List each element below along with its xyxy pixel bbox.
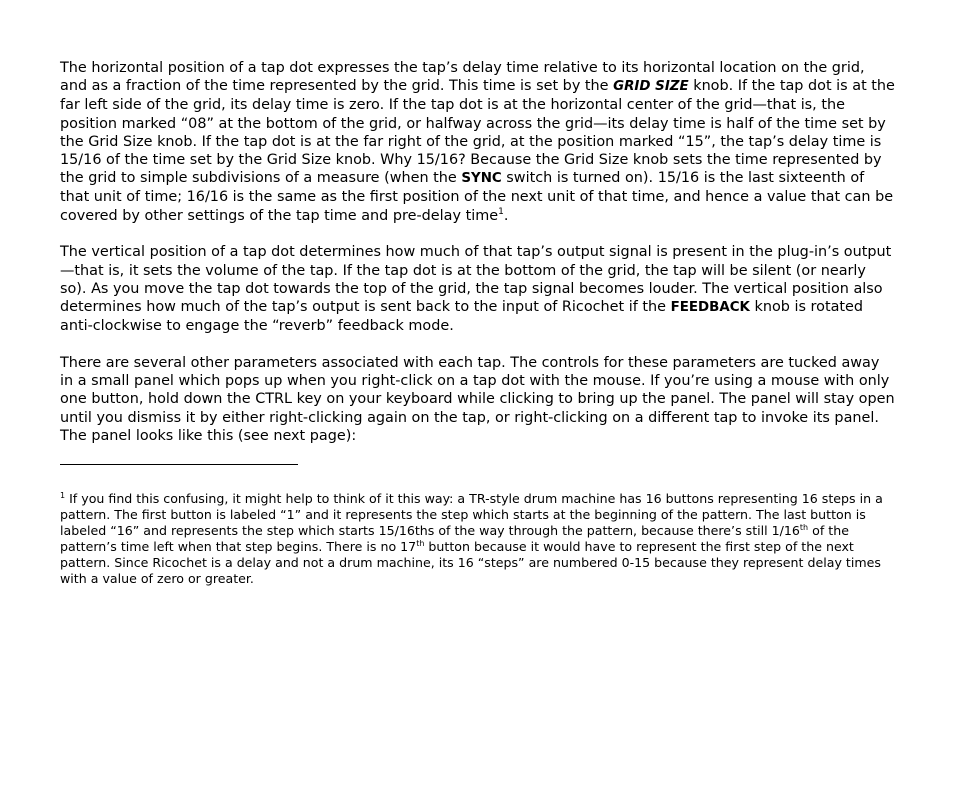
paragraph-vertical-position — [60, 243, 896, 335]
p1-text-4: . — [503, 207, 509, 224]
p2-text-2: knob is rotated anti-clockwise to engage the “reverb” feedback mode. — [60, 299, 864, 335]
grid-size-keyword: GRID SIZE — [613, 79, 689, 95]
paragraph-horizontal-position — [60, 59, 896, 225]
footnote-number: 1 — [60, 490, 66, 500]
document-page — [60, 59, 896, 587]
p1-text-3: switch is turned on). 15/16 is the last sixteenth of that unit of time; 16/16 is the same as the first position of the next unit of that time, and hence a value that can be covered by other settings of the tap time and pre-delay time — [60, 170, 894, 224]
p3-text: There are several other parameters associated with each tap. The controls for these parameters are tucked away in a small panel which pops up when you right-click on a tap dot with the mouse. If you’re using a mouse with only one button, hold down the CTRL key on your keyboard while clicking to bring up the panel. The panel will stay open until you dismiss it by either right-clicking again on the tap, or right-clicking on a different tap to invoke its panel. The panel looks like this (see next page): — [60, 355, 895, 444]
footnote-separator — [60, 464, 298, 465]
sync-keyword: SYNC — [461, 171, 502, 187]
p1-text-2: knob. If the tap dot is at the far left side of the grid, its delay time is zero. If the tap dot is at the horizontal center of the grid—that is, the position marked “08” at the bottom of the grid, or halfway across the grid—its delay time is half of the time set by the Grid Size knob. If the tap dot is at the far right of the grid, at the position marked “15”, the tap’s delay time is 15/16 of the time set by the Grid Size knob. Why 15/16? Because the Grid Size knob sets the time represented by the grid to simple subdivisions of a measure (when the — [60, 78, 895, 187]
p2-text-1: The vertical position of a tap dot determines how much of that tap’s output signal is present in the plug-in’s output—that is, it sets the volume of the tap. If the tap dot is at the bottom of the grid, the tap will be silent (or nearly so). As you move the tap dot towards the top of the grid, the tap signal becomes louder. The vertical position also determines how much of the tap’s output is sent back to the input of Ricochet if the — [60, 244, 892, 316]
feedback-keyword: FEEDBACK — [670, 300, 750, 316]
footnote-sup-th-1: th — [799, 522, 809, 532]
footnote-text-2: of the pattern’s time left when that step begins. There is no 17 — [60, 522, 849, 554]
footnote-text-1: If you find this confusing, it might help to think of it this way: a TR-style drum machine has 16 buttons representing 16 steps in a pattern. The first button is labeled “1” and it represents the step which starts at the beginning of the pattern. The last button is labeled “16” and represents the step which starts 15/16ths of the way through the pattern, because there’s still 1/16 — [60, 490, 883, 538]
footnote-reference[interactable]: 1 — [498, 206, 504, 217]
footnote — [60, 491, 898, 587]
footnote-text-3: button because it would have to represent the first step of the next pattern. Since Ricochet is a delay and not a drum machine, its 16 “steps” are numbered 0-15 because they represent delay times with a value of zero or greater. — [60, 538, 881, 586]
p1-text-1: The horizontal position of a tap dot expresses the tap’s delay time relative to its horizontal location on the grid, and as a fraction of the time represented by the grid. This time is set by the — [60, 60, 865, 95]
footnote-sup-th-2: th — [416, 538, 425, 548]
paragraph-tap-panel — [60, 354, 896, 445]
